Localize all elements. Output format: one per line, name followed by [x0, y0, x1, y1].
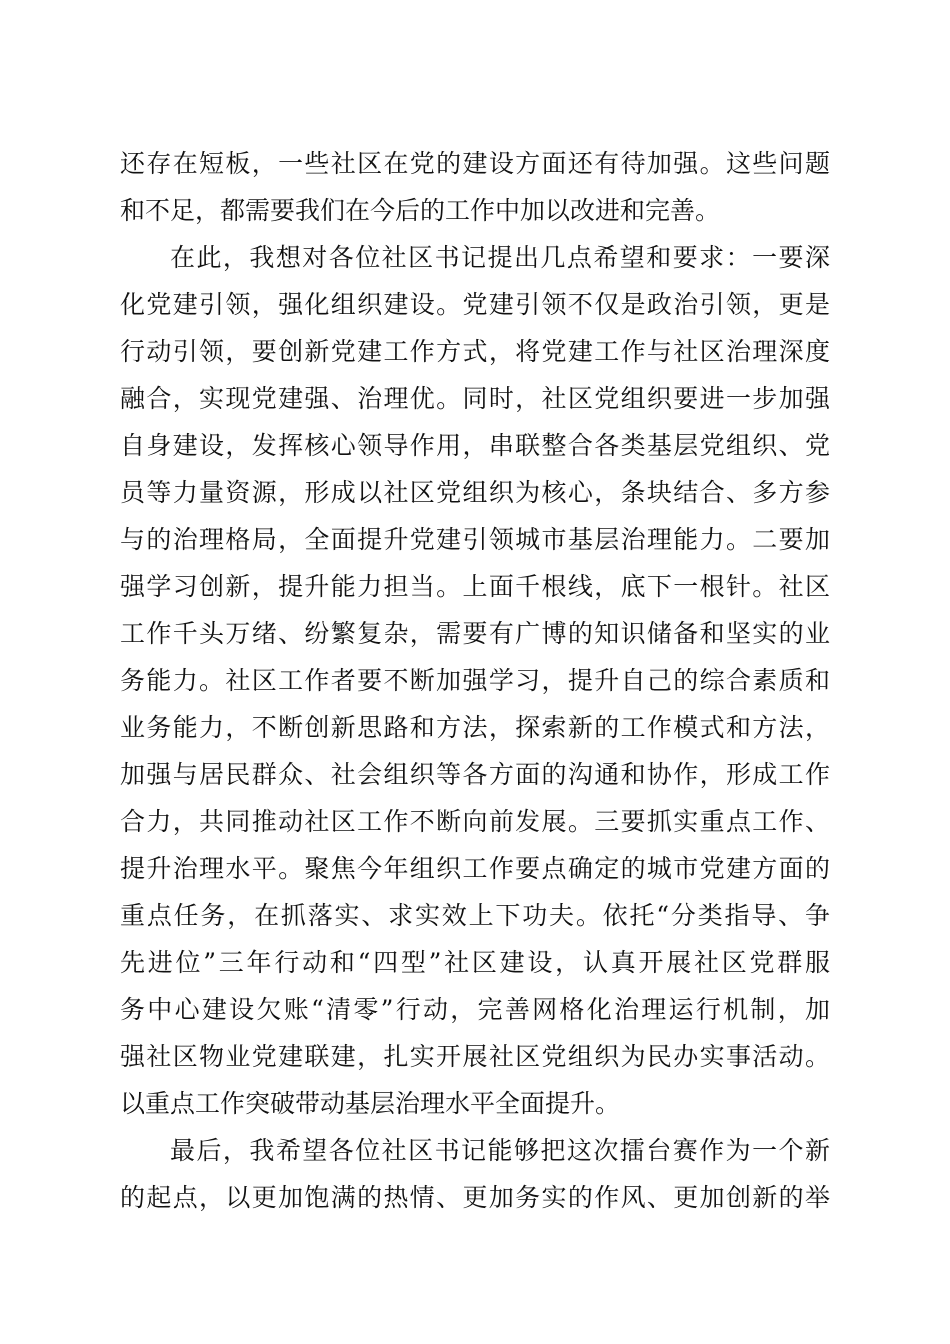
text-line: 合力，共同推动社区工作不断向前发展。三要抓实重点工作、	[120, 807, 830, 836]
text-line: 的起点，以更加饱满的热情、更加务实的作风、更加创新的举	[120, 1183, 830, 1212]
text-line: 务中心建设欠账“清零”行动，完善网格化治理运行机制，加	[120, 995, 830, 1024]
text-line: 员等力量资源，形成以社区党组织为核心，条块结合、多方参	[120, 478, 830, 507]
text-line: 最后，我希望各位社区书记能够把这次擂台赛作为一个新	[170, 1136, 830, 1165]
text-line: 化党建引领，强化组织建设。党建引领不仅是政治引领，更是	[120, 290, 830, 319]
text-line: 在此，我想对各位社区书记提出几点希望和要求：一要深	[170, 243, 830, 272]
text-line: 业务能力，不断创新思路和方法，探索新的工作模式和方法，	[120, 713, 830, 742]
text-line: 工作千头万绪、纷繁复杂，需要有广博的知识储备和坚实的业	[120, 619, 830, 648]
text-line: 提升治理水平。聚焦今年组织工作要点确定的城市党建方面的	[120, 854, 830, 883]
text-line: 重点任务，在抓落实、求实效上下功夫。依托“分类指导、争	[120, 901, 830, 930]
text-line: 以重点工作突破带动基层治理水平全面提升。	[120, 1089, 621, 1118]
text-line: 行动引领，要创新党建工作方式，将党建工作与社区治理深度	[120, 337, 830, 366]
text-line: 和不足，都需要我们在今后的工作中加以改进和完善。	[120, 196, 721, 225]
text-line: 融合，实现党建强、治理优。同时，社区党组织要进一步加强	[120, 384, 830, 413]
text-line: 强社区物业党建联建，扎实开展社区党组织为民办实事活动。	[120, 1042, 830, 1071]
text-line: 自身建设，发挥核心领导作用，串联整合各类基层党组织、党	[120, 431, 830, 460]
text-line: 还存在短板，一些社区在党的建设方面还有待加强。这些问题	[120, 149, 830, 178]
text-line: 与的治理格局，全面提升党建引领城市基层治理能力。二要加	[120, 525, 830, 554]
text-line: 强学习创新，提升能力担当。上面千根线，底下一根针。社区	[120, 572, 830, 601]
text-line: 务能力。社区工作者要不断加强学习，提升自己的综合素质和	[120, 666, 830, 695]
body-text	[120, 140, 830, 1221]
text-line: 加强与居民群众、社会组织等各方面的沟通和协作，形成工作	[120, 760, 830, 789]
text-line: 先进位”三年行动和“四型”社区建设，认真开展社区党群服	[120, 948, 830, 977]
